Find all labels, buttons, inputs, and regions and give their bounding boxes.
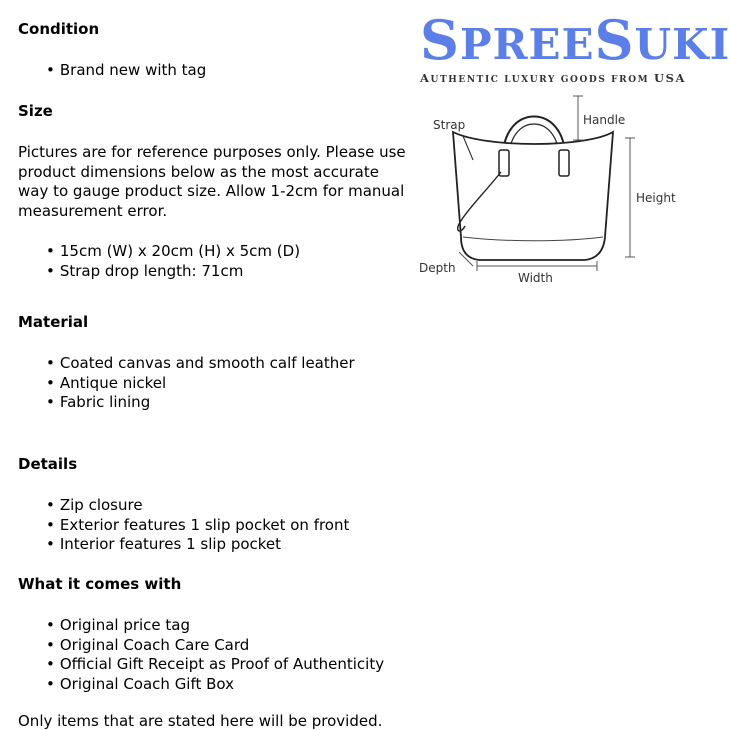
size-note: Pictures are for reference purposes only. Please use product dimensions below as the most accurate way to gauge product size. Allow 1-2cm for manual measurement error. xyxy=(18,143,406,220)
details-heading: Details xyxy=(18,455,78,473)
bag-dimension-diagram xyxy=(415,92,705,292)
list-item: • Coated canvas and smooth calf leather xyxy=(46,354,355,374)
list-item: • Original Coach Gift Box xyxy=(46,675,384,695)
spreesuki-logo xyxy=(420,8,730,85)
height-label: Height xyxy=(636,191,676,205)
right-buckle xyxy=(559,150,569,176)
details-list xyxy=(46,496,349,555)
condition-heading: Condition xyxy=(18,20,100,38)
size-list xyxy=(46,242,300,281)
list-item: • Interior features 1 slip pocket xyxy=(46,535,349,555)
comes-with-list xyxy=(46,616,384,694)
list-item: • Zip closure xyxy=(46,496,349,516)
logo-tagline: AUTHENTIC LUXURY GOODS FROM USA xyxy=(420,71,687,85)
list-item: • Strap drop length: 71cm xyxy=(46,262,300,282)
list-item: • Exterior features 1 slip pocket on front xyxy=(46,516,349,536)
condition-list xyxy=(46,61,206,81)
handle-label: Handle xyxy=(583,113,626,127)
list-item: • Fabric lining xyxy=(46,393,355,413)
logo-wordmark: SPREESUKI xyxy=(420,8,730,72)
list-item: • Official Gift Receipt as Proof of Authenticity xyxy=(46,655,384,675)
strap-label: Strap xyxy=(433,118,466,132)
material-list xyxy=(46,354,355,413)
list-item: • Original Coach Care Card xyxy=(46,636,384,656)
size-heading: Size xyxy=(18,102,53,120)
depth-label: Depth xyxy=(419,261,456,275)
list-item: • Original price tag xyxy=(46,616,384,636)
list-item: • 15cm (W) x 20cm (H) x 5cm (D) xyxy=(46,242,300,262)
width-label: Width xyxy=(518,271,553,285)
list-item: • Antique nickel xyxy=(46,374,355,394)
comes-with-heading: What it comes with xyxy=(18,575,182,593)
trailing-note: Only items that are stated here will be provided. xyxy=(18,712,383,730)
material-heading: Material xyxy=(18,313,89,331)
list-item: • Brand new with tag xyxy=(46,61,206,81)
